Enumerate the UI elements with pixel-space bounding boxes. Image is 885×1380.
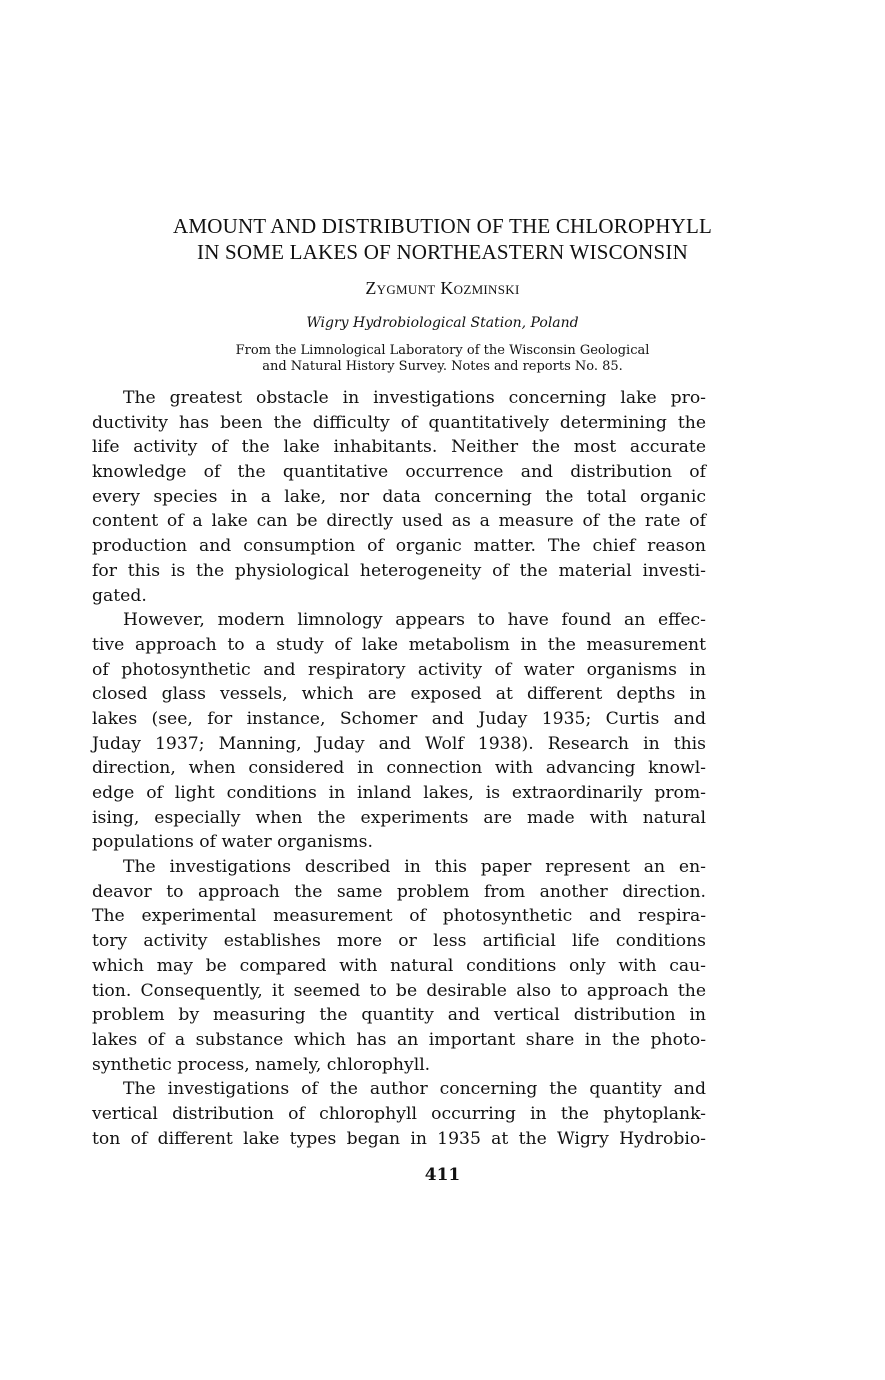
article-title-line-2: IN SOME LAKES OF NORTHEASTERN WISCONSIN: [197, 240, 688, 264]
article-title: [80, 213, 805, 265]
page-number: 411: [424, 1165, 461, 1185]
source-note-line-1: From the Limnological Laboratory of the Wisconsin Geological: [235, 343, 650, 358]
body-line: knowledge of the quantitative occurrence and distribution of: [92, 462, 706, 483]
body-line: content of a lake can be directly used as a measure of the rate of: [92, 511, 706, 532]
body-line: tory activity establishes more or less artificial life conditions: [92, 931, 706, 952]
body-line: However, modern limnology appears to have found an effec-: [123, 610, 706, 631]
body-line: populations of water organisms.: [92, 832, 373, 853]
body-line: which may be compared with natural conditions only with cau-: [92, 955, 706, 976]
body-line: of photosynthetic and respiratory activity of water organisms in: [92, 659, 706, 680]
body-line: problem by measuring the quantity and vertical distribution in: [92, 1005, 706, 1026]
body-line: The investigations described in this paper represent an en-: [123, 857, 706, 878]
body-line: every species in a lake, nor data concerning the total organic: [92, 486, 706, 507]
body-line: The greatest obstacle in investigations concerning lake pro-: [123, 388, 706, 408]
body-line: synthetic process, namely, chlorophyll.: [92, 1054, 431, 1075]
author-affiliation: Wigry Hydrobiological Station, Poland: [306, 315, 579, 331]
source-note: [120, 343, 765, 375]
body-line: lakes of a substance which has an important share in the photo-: [92, 1029, 706, 1050]
body-line: ductivity has been the difficulty of quantitatively determining the: [92, 412, 706, 433]
body-line: vertical distribution of chlorophyll occurring in the phytoplank-: [92, 1103, 706, 1124]
body-line: lakes (see, for instance, Schomer and Juday 1935; Curtis and: [92, 708, 706, 729]
body-line: deavor to approach the same problem from another direction.: [92, 881, 706, 902]
article-title-line-1: AMOUNT AND DISTRIBUTION OF THE CHLOROPHYLL: [172, 214, 713, 238]
body-line: tion. Consequently, it seemed to be desirable also to approach the: [92, 980, 706, 1001]
body-line: The experimental measurement of photosynthetic and respira-: [92, 906, 706, 927]
article-body: [92, 386, 706, 1151]
body-line: life activity of the lake inhabitants. Neither the most accurate: [92, 437, 706, 458]
body-line: ton of different lake types began in 1935 at the Wigry Hydrobio-: [92, 1128, 706, 1149]
body-line: The investigations of the author concerning the quantity and: [123, 1079, 706, 1100]
body-line: gated.: [92, 585, 147, 606]
body-line: Juday 1937; Manning, Juday and Wolf 1938). Research in this: [92, 733, 706, 754]
source-note-line-2: and Natural History Survey. Notes and reports No. 85.: [262, 359, 623, 374]
body-line: production and consumption of organic matter. The chief reason: [92, 536, 706, 557]
body-line: direction, when considered in connection with advancing knowl-: [92, 758, 706, 779]
author-name: Zygmunt Kozminski: [365, 278, 520, 298]
body-line: closed glass vessels, which are exposed at different depths in: [92, 684, 706, 705]
body-line: ising, especially when the experiments are made with natural: [92, 807, 706, 828]
body-line: tive approach to a study of lake metabolism in the measurement: [92, 634, 706, 655]
body-line: for this is the physiological heterogeneity of the material investi-: [92, 560, 706, 581]
body-line: edge of light conditions in inland lakes, is extraordinarily prom-: [92, 783, 706, 803]
